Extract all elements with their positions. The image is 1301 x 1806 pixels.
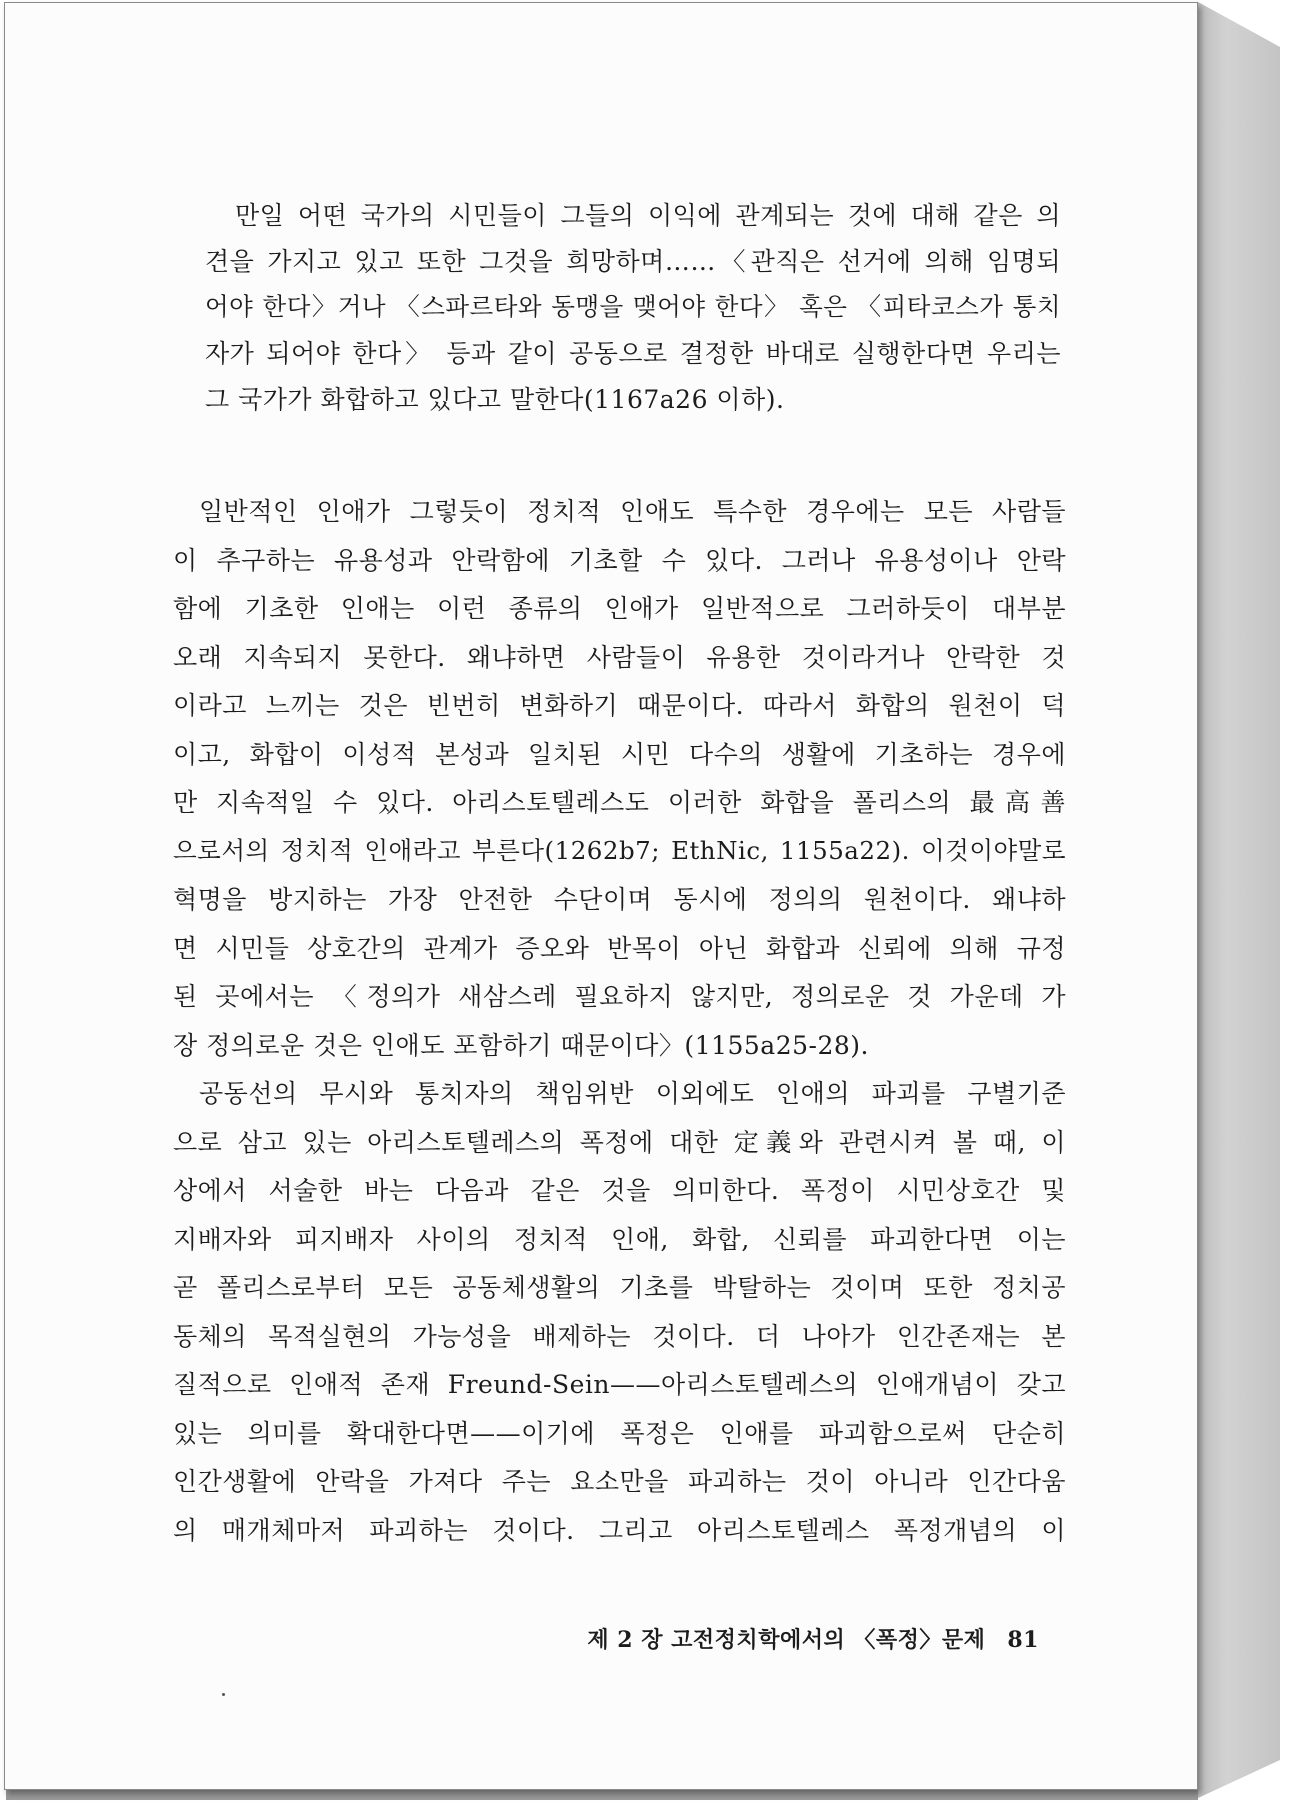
body-line: 이 추구하는 유용성과 안락함에 기초할 수 있다. 그러나 유용성이나 안락 — [173, 545, 1066, 575]
body-line: 있는 의미를 확대한다면——이기에 폭정은 인애를 파괴함으로써 단순히 — [173, 1418, 1066, 1448]
body-line: 장 정의로운 것은 인애도 포함하기 때문이다〉(1155a25-28). — [173, 1030, 869, 1060]
body-text — [173, 492, 1066, 1559]
body-line: 의 매개체마저 파괴하는 것이다. 그리고 아리스토텔레스 폭정개념의 이 — [173, 1515, 1066, 1545]
body-line: 으로서의 정치적 인애라고 부른다(1262b7; EthNic, 1155a22). 이것이야말로 — [173, 835, 1066, 865]
quote-line: 어야 한다〉거나 〈스파르타와 동맹을 맺어야 한다〉 혹은 〈피타코스가 통치 — [205, 292, 1061, 321]
body-line: 인간생활에 안락을 가져다 주는 요소만을 파괴하는 것이 아니라 인간다움 — [173, 1467, 1066, 1496]
body-line: 으로 삼고 있는 아리스토텔레스의 폭정에 대한 定義와 관련시켜 볼 때, 이 — [173, 1127, 1066, 1157]
block-quote — [205, 196, 1061, 426]
body-line: 된 곳에서는 〈정의가 새삼스레 필요하지 않지만, 정의로운 것 가운데 가 — [173, 982, 1066, 1011]
body-line: 만 지속적일 수 있다. 아리스토텔레스도 이러한 화합을 폴리스의 最高善 — [173, 788, 1066, 817]
page-number: 81 — [1007, 1627, 1039, 1653]
body-line: 질적으로 인애적 존재 Freund-Sein——아리스토텔레스의 인애개념이 갖고 — [173, 1370, 1066, 1399]
quote-line: 견을 가지고 있고 또한 그것을 희망하며……〈관직은 선거에 의해 임명되 — [205, 247, 1061, 276]
body-line: 함에 기초한 인애는 이런 종류의 인애가 일반적으로 그러하듯이 대부분 — [173, 594, 1066, 623]
body-line: 상에서 서술한 바는 다음과 같은 것을 의미한다. 폭정이 시민상호간 및 — [173, 1176, 1066, 1205]
chapter-title: 제 2 장 고전정치학에서의 〈폭정〉문제 — [587, 1627, 986, 1653]
book-spine-edge — [1198, 2, 1280, 1798]
body-line: 이라고 느끼는 것은 빈번히 변화하기 때문이다. 따라서 화합의 원천이 덕 — [173, 691, 1066, 720]
body-line: 일반적인 인애가 그렇듯이 정치적 인애도 특수한 경우에는 모든 사람들 — [199, 497, 1066, 526]
body-line: 공동선의 무시와 통치자의 책임위반 이외에도 인애의 파괴를 구별기준 — [199, 1079, 1066, 1108]
body-line: 곧 폴리스로부터 모든 공동체생활의 기초를 박탈하는 것이며 또한 정치공 — [173, 1273, 1066, 1302]
body-line: 이고, 화합이 이성적 본성과 일치된 시민 다수의 생활에 기초하는 경우에 — [173, 739, 1066, 769]
body-line: 오래 지속되지 못한다. 왜냐하면 사람들이 유용한 것이라거나 안락한 것 — [173, 642, 1066, 672]
quote-line: 자가 되어야 한다〉 등과 같이 공동으로 결정한 바대로 실행한다면 우리는 — [205, 339, 1061, 368]
body-line: 동체의 목적실현의 가능성을 배제하는 것이다. 더 나아가 인간존재는 본 — [173, 1321, 1066, 1351]
running-footer — [587, 1623, 1039, 1654]
body-line: 면 시민들 상호간의 관계가 증오와 반목이 아닌 화합과 신뢰에 의해 규정 — [173, 933, 1066, 963]
body-line: 혁명을 방지하는 가장 안전한 수단이며 동시에 정의의 원천이다. 왜냐하 — [173, 885, 1066, 914]
quote-line: 만일 어떤 국가의 시민들이 그들의 이익에 관계되는 것에 대해 같은 의 — [235, 201, 1061, 230]
quote-line: 그 국가가 화합하고 있다고 말한다(1167a26 이하). — [205, 385, 785, 414]
scan-speck — [222, 1693, 225, 1696]
body-line: 지배자와 피지배자 사이의 정치적 인애, 화합, 신뢰를 파괴한다면 이는 — [173, 1224, 1066, 1254]
